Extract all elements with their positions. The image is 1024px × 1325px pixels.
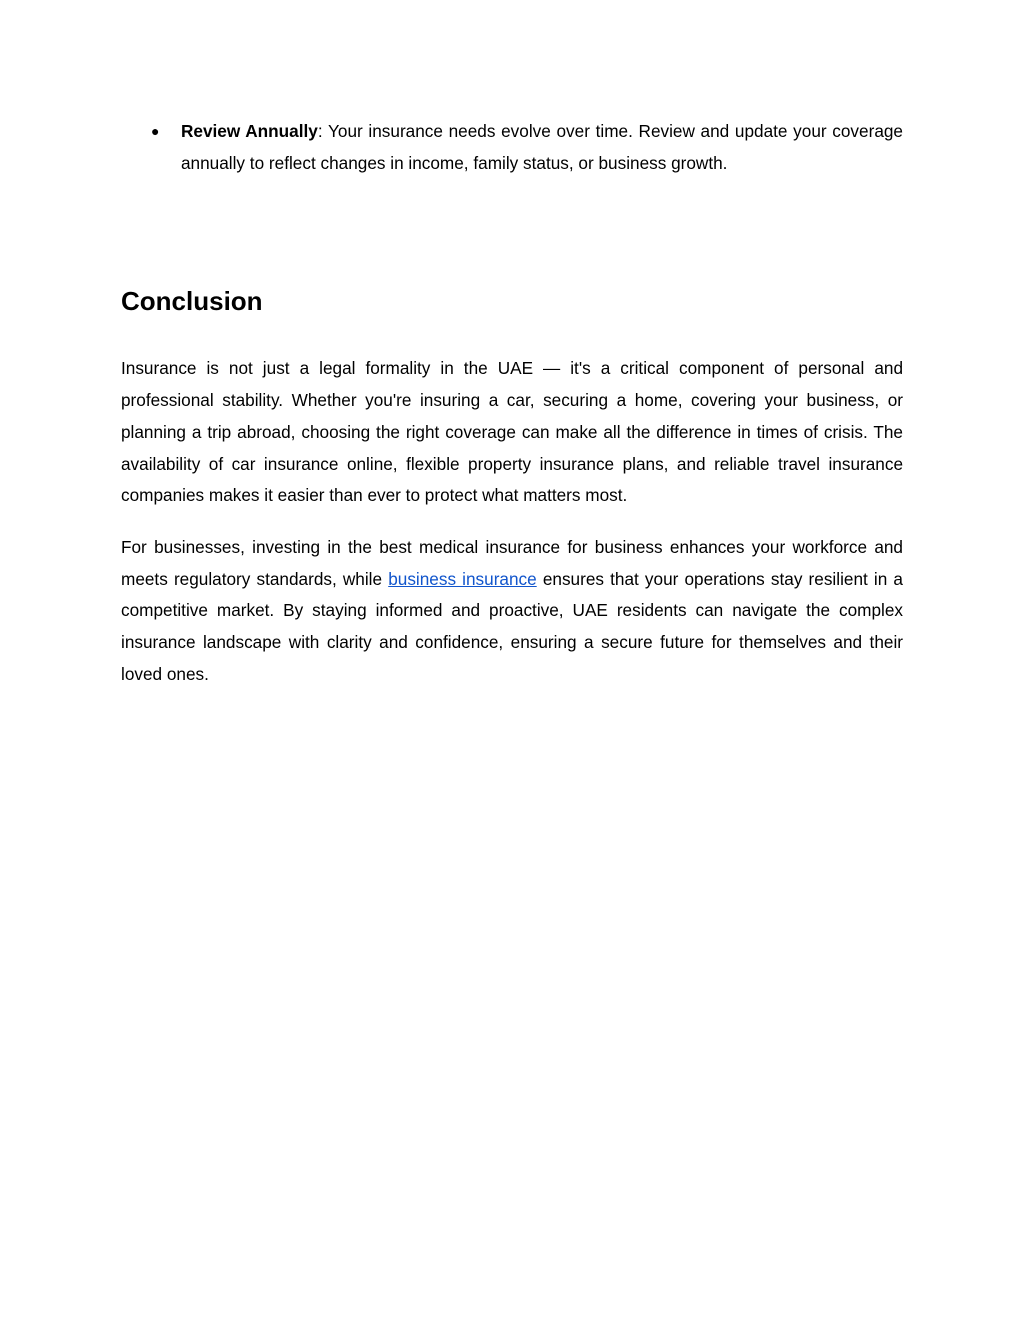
bullet-term: Review Annually [181,121,318,141]
paragraph-2-text-after-link: ensures that your operations stay resilient in a competitive market. By staying informed and proactive, UAE residents can navigate the complex insurance landscape with clarity and confidence, ensuring a secure future for themselves and their loved ones. [121,568,903,684]
conclusion-paragraph-2 [121,532,903,691]
business-insurance-link[interactable]: business insurance [388,568,537,589]
paragraph-2-text-before-link: For businesses, investing in the best medical insurance for business enhances your workforce and meets regulatory standards, while [121,536,903,589]
document-content [121,116,903,690]
conclusion-paragraph-1: Insurance is not just a legal formality in the UAE — it's a critical component of personal and professional stability. Whether you're insuring a car, securing a home, covering your business, or planning a trip abroad, choosing the right coverage can make all the difference in times of crisis. The availability of car insurance online, flexible property insurance plans, and reliable travel insurance companies makes it easier than ever to protect what matters most. [121,358,903,506]
bullet-text: : Your insurance needs evolve over time. Review and update your coverage annually to reflect changes in income, family status, or business growth. [181,121,903,173]
list-item-review-annually [121,116,903,179]
bullet-dot-icon: ● [151,123,160,139]
section-heading-conclusion: Conclusion [121,286,263,317]
